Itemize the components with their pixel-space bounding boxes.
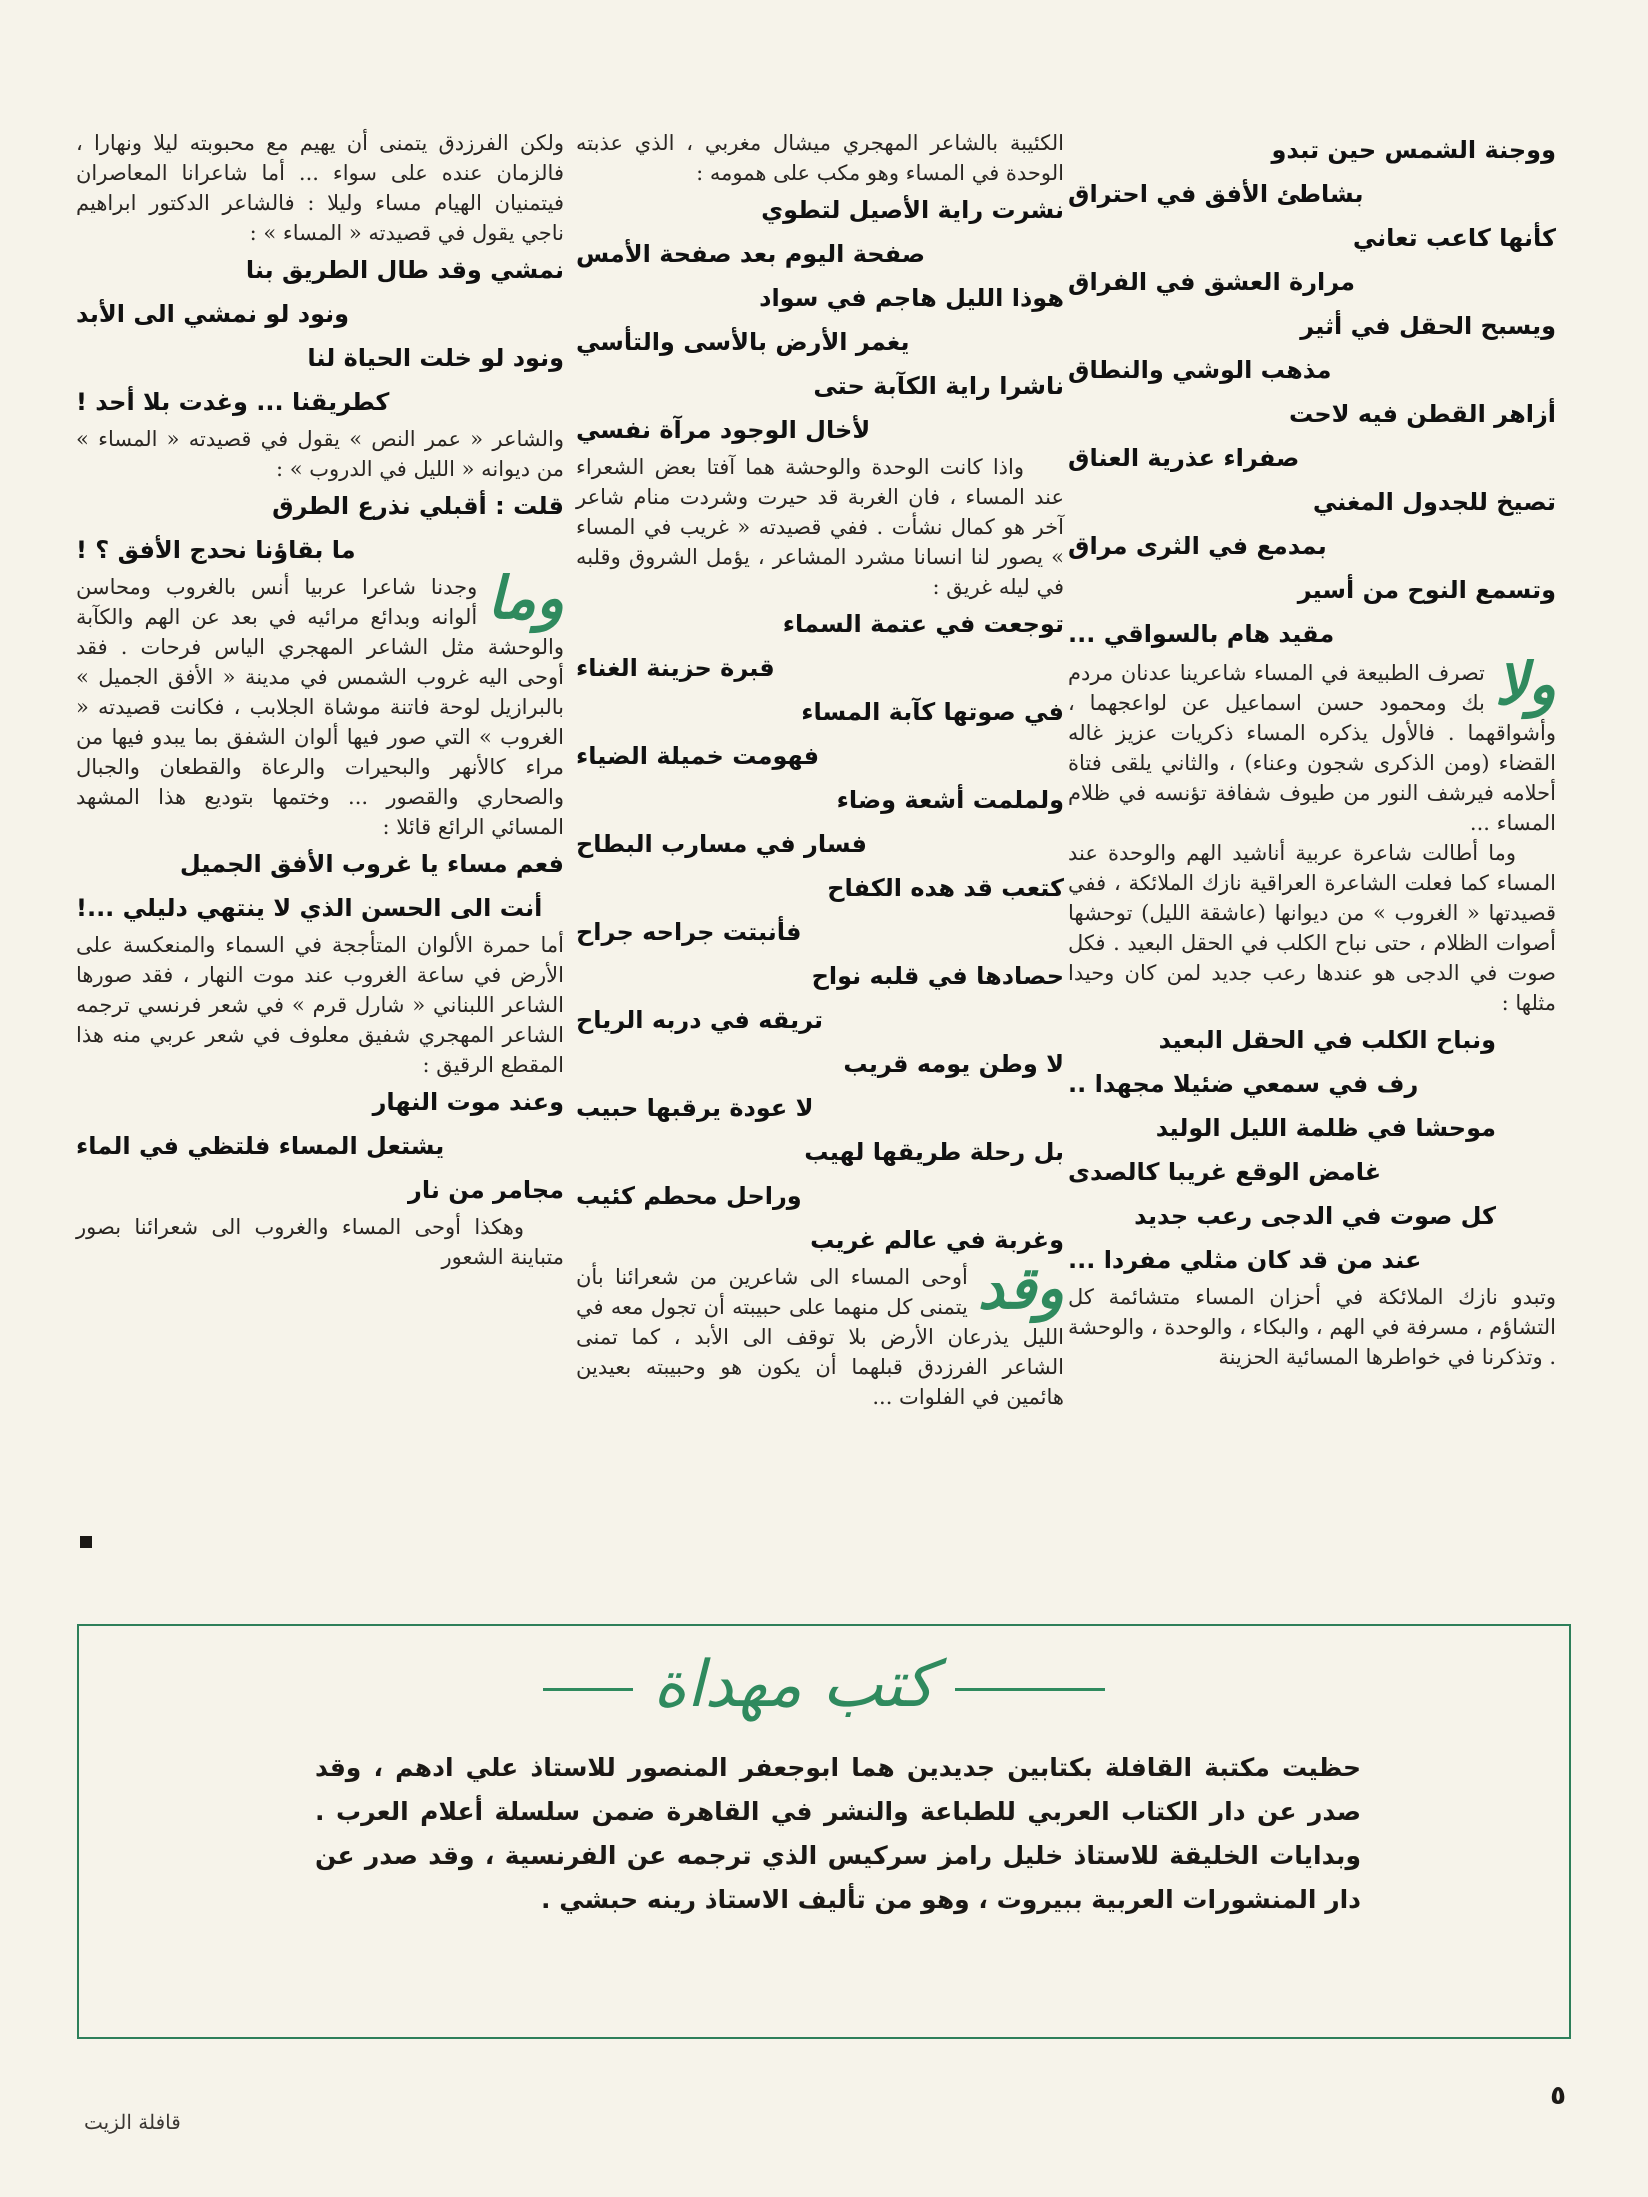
dropcap: وما — [487, 564, 564, 632]
verse-line: تريقه في دربه الرياح — [576, 1006, 824, 1034]
verse-line: ولملمت أشعة وضاء — [836, 786, 1064, 814]
verse-block-4 — [76, 1080, 564, 1212]
paragraph: ولكن الفرزدق يتمنى أن يهيم مع محبوبته ليلا ونهارا ، فالزمان عنده على سواء ... أما شاعرانا المعاصران فيتمنيان الهيام مساء وليلا : فالشاعر الدكتور ابراهيم ناجي يقول في قصيدته « المساء » : — [76, 131, 564, 245]
verse-line: وعند موت النهار — [372, 1088, 564, 1116]
verse-line: ويسبح الحقل في أثير — [1300, 312, 1556, 340]
books-box-text: حظيت مكتبة القافلة بكتابين جديدين هما ابوجعفر المنصور للاستاذ علي ادهم ، وقد صدر عن دار الكتاب العربي للطباعة والنشر في القاهرة ضمن سلسلة أعلام العرب . وبدايات الخليقة للاستاذ خليل رامز سركيس الذي ترجمه عن الفرنسية ، وقد صدر عن دار المنشورات العربية ببيروت ، وهو من تأليف الاستاذ رينه حبشي . — [315, 1753, 1361, 1914]
title-flourish — [955, 1688, 1105, 1691]
verse-line: لا عودة يرقبها حبيب — [576, 1094, 814, 1122]
paragraph: الكئيبة بالشاعر المهجري ميشال مغربي ، الذي عذبته الوحدة في المساء وهو مكب على همومه : — [576, 131, 1064, 185]
verse-line: بمدمع في الثرى مراق — [1068, 532, 1327, 560]
verse-line: نشرت راية الأصيل لتطوي — [761, 196, 1064, 224]
article-column-right — [1068, 128, 1556, 1372]
paragraph-with-dropcap — [576, 1254, 1064, 1412]
paragraph-text: وجدنا شاعرا عربيا أنس بالغروب ومحاسن ألوانه وبدائع مرائيه في بعد عن الهم والكآبة والوحشة مثل الشاعر المهجري الياس فرحات . فقد أوحى اليه غروب الشمس في مدينة « الأفق الجميل » بالبرازيل لوحة فاتنة موشاة الجلابب ، فكانت قصيدته « الغروب » التي صور فيها ألوان الشفق بما يبدو فيها من مراء كالأنهر والبحيرات والرعاة والقطعان والجبال والصحاري والقصور ... وختمها بتوديع هذا المشهد المسائي الرائع قائلا : — [76, 575, 564, 839]
end-of-article-mark — [80, 1536, 92, 1548]
verse-line: بشاطئ الأفق في احتراق — [1068, 180, 1364, 208]
verse-line: بل رحلة طريقها لهيب — [804, 1138, 1064, 1166]
verse-line: رف في سمعي ضئيلا مجهدا .. — [1068, 1070, 1419, 1098]
verse-block-bottom — [1068, 1018, 1556, 1282]
verse-line: قبرة حزينة الغناء — [576, 654, 775, 682]
verse-line: ونود لو نمشي الى الأبد — [76, 300, 350, 328]
verse-line: مذهب الوشي والنطاق — [1068, 356, 1332, 384]
verse-block-3 — [76, 842, 564, 930]
verse-line: قلت : أقبلي نذرع الطرق — [272, 492, 564, 520]
verse-line: فعم مساء يا غروب الأفق الجميل — [179, 850, 564, 878]
verse-block-2 — [576, 602, 1064, 1262]
paragraph-with-dropcap — [1068, 650, 1556, 838]
article-column-left — [76, 128, 564, 1272]
paragraph: والشاعر « عمر النص » يقول في قصيدته « المساء » من ديوانه « الليل في الدروب » : — [76, 427, 564, 481]
paragraph: واذا كانت الوحدة والوحشة هما آفتا بعض الشعراء عند المساء ، فان الغربة قد حيرت وشردت منام شاعر آخر هو كمال نشأت . ففي قصيدته « غريب في المساء » يصور لنا انسانا مشرد المشاعر ، يؤمل الشروق وقلبه في ليله غريق : — [576, 455, 1064, 599]
verse-line: ووجنة الشمس حين تبدو — [1271, 136, 1556, 164]
paragraph-with-dropcap — [76, 564, 564, 842]
books-box-title-text: كتب مهداة — [653, 1648, 935, 1722]
verse-line: فسار في مسارب البطاح — [576, 830, 867, 858]
title-flourish — [543, 1688, 633, 1691]
gifted-books-box — [77, 1624, 1571, 2039]
verse-line: فأنبتت جراحه جراح — [576, 918, 802, 946]
magazine-footer-title: قافلة الزيت — [84, 2110, 181, 2134]
verse-line: في صوتها كآبة المساء — [801, 698, 1064, 726]
verse-line: لا وطن يومه قريب — [843, 1050, 1064, 1078]
verse-line: أنت الى الحسن الذي لا ينتهي دليلي ...! — [76, 894, 543, 922]
verse-line: مرارة العشق في الفراق — [1068, 268, 1356, 296]
verse-block-2 — [76, 484, 564, 572]
verse-line: هوذا الليل هاجم في سواد — [759, 284, 1064, 312]
verse-line: أزاهر القطن فيه لاحت — [1288, 400, 1556, 428]
paragraph: وما أطالت شاعرة عربية أناشيد الهم والوحدة عند المساء كما فعلت الشاعرة العراقية نازك الملائكة ، ففي قصيدتها « الغروب » من ديوانها (عاشقة الليل) توحشها أصوات الظلام ، حتى نباح الكلب في الحقل البعيد . فكل صوت في الدجى هو عندها رعب جديد لمن كان وحيدا مثلها : — [1068, 841, 1556, 1015]
verse-line: فهومت خميلة الضياء — [576, 742, 820, 770]
verse-line: ناشرا راية الكآبة حتى — [813, 372, 1064, 400]
dropcap: وقد — [977, 1254, 1064, 1322]
verse-line: حصادها في قلبه نواح — [811, 962, 1064, 990]
verse-line: ونود لو خلت الحياة لنا — [307, 344, 564, 372]
verse-line: كطريقنا ... وغدت بلا أحد ! — [76, 388, 390, 416]
paragraph: أما حمرة الألوان المتأججة في السماء والمنعكسة على الأرض في ساعة الغروب عند موت النهار ، فقد صورها الشاعر اللبناني « شارل قرم » في شعر فرنسي ترجمه الشاعر المهجري شفيق معلوف في شعر عربي منه هذا المقطع الرقيق : — [76, 933, 564, 1077]
paragraph: وتبدو نازك الملائكة في أحزان المساء متشائمة كل التشاؤم ، مسرفة في الهم ، والبكاء ، والوحدة ، والوحشة . وتذكرنا في خواطرها المسائية الحزينة — [1067, 1285, 1556, 1369]
page-number: ٥ — [1550, 2081, 1566, 2111]
verse-line: يشتعل المساء فلتظي في الماء — [76, 1132, 445, 1160]
verse-line: غامض الوقع غريبا كالصدى — [1068, 1158, 1382, 1186]
paragraph-text: أوحى المساء الى شاعرين من شعرائنا بأن يتمنى كل منهما على حبيبته أن تجول معه في الليل يذرعان الأرض بلا توقف الى الأبد ، كما تمنى الشاعر الفرزدق قبلهما أن يكون هو وحبيبته بعيدين هائمين في الفلوات ... — [576, 1265, 1064, 1409]
verse-line: عند من قد كان مثلي مفردا ... — [1068, 1246, 1422, 1274]
verse-line: كل صوت في الدجى رعب جديد — [1134, 1202, 1496, 1230]
verse-line: وتسمع النوح من أسير — [1297, 576, 1556, 604]
verse-line: صفحة اليوم بعد صفحة الأمس — [576, 240, 926, 268]
verse-line: وراحل محطم كئيب — [576, 1182, 802, 1210]
verse-line: تصيخ للجدول المغني — [1312, 488, 1556, 516]
verse-line: موحشا في ظلمة الليل الوليد — [1155, 1114, 1496, 1142]
article-column-middle — [576, 128, 1064, 1412]
verse-line: صفراء عذرية العناق — [1068, 444, 1300, 472]
verse-line: لأخال الوجود مرآة نفسي — [576, 416, 871, 444]
verse-line: وغربة في عالم غريب — [810, 1226, 1064, 1254]
verse-line: يغمر الأرض بالأسى والتأسي — [576, 328, 910, 356]
verse-line: مقيد هام بالسواقي ... — [1068, 620, 1335, 648]
verse-block-top — [1068, 128, 1556, 656]
verse-line: كأنها كاعب تعاني — [1352, 224, 1556, 252]
books-box-title — [79, 1648, 1569, 1722]
verse-line: مجامر من نار — [408, 1176, 564, 1204]
verse-block-1 — [76, 248, 564, 424]
verse-line: ما بقاؤنا نحدج الأفق ؟ ! — [76, 536, 356, 564]
verse-block-1 — [576, 188, 1064, 452]
verse-line: توجعت في عتمة السماء — [782, 610, 1064, 638]
dropcap: ولا — [1494, 650, 1556, 718]
paragraph: وهكذا أوحى المساء والغروب الى شعرائنا بصور متباينة الشعور — [76, 1215, 564, 1269]
paragraph-text: تصرف الطبيعة في المساء شاعرينا عدنان مردم بك ومحمود حسن اسماعيل عن لواعجهما ، وأشواقهما . فالأول يذكره المساء ذكريات عزيز غاله القضاء (ومن الذكرى شجون وعناء) ، والثاني يلقى فتاة أحلامه فيرشف النور من طيوف شفافة تؤنسه في ظلام المساء ... — [1068, 661, 1556, 835]
verse-line: نمشي وقد طال الطريق بنا — [245, 256, 564, 284]
verse-line: كتعب قد هده الكفاح — [827, 874, 1064, 902]
verse-line: ونباح الكلب في الحقل البعيد — [1158, 1026, 1496, 1054]
